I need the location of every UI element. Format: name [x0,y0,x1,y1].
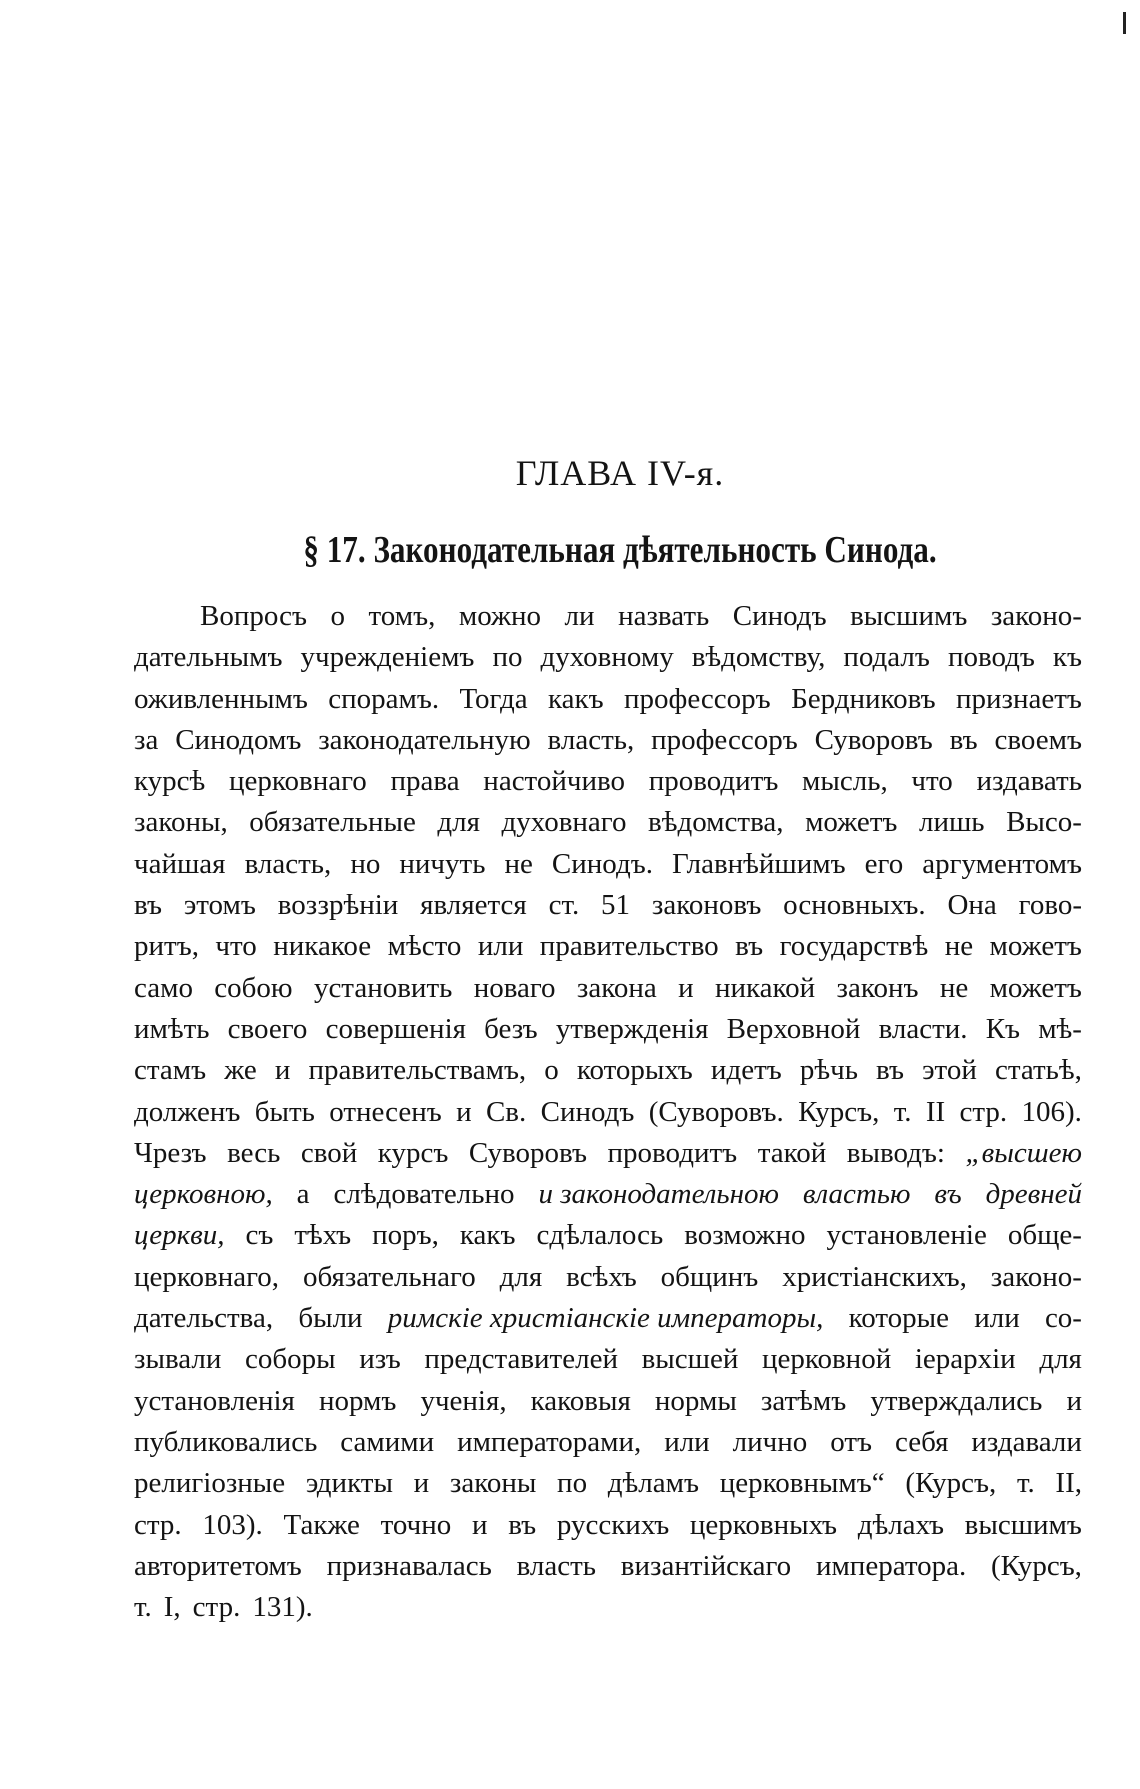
word: Синодъ. [551,847,653,880]
word: издавали [971,1425,1082,1458]
word: древней [985,1178,1082,1211]
word: свой [300,1136,358,1169]
word: 131). [252,1591,313,1624]
word: что [911,765,953,798]
word: статьѣ, [994,1054,1082,1087]
word: русскихъ [556,1508,670,1541]
word: само [134,971,193,1004]
word: и [413,1467,430,1500]
word: выводъ: [846,1136,945,1169]
word: признаетъ [956,682,1082,715]
word: и [678,971,694,1004]
word: Чрезъ [134,1136,207,1169]
word: совершенія [325,1012,466,1045]
word: курсъ [377,1136,449,1169]
word: Бердниковъ [791,682,936,715]
word: которые [848,1302,949,1335]
word: этой [922,1054,977,1087]
text-line [134,720,1082,761]
text-line [134,1092,1082,1133]
text-line [134,1339,1082,1380]
word: власть, [244,847,332,880]
word: отнесенъ [329,1095,442,1128]
word: ст. [548,889,580,922]
word: своемъ [994,723,1082,756]
word: по [492,641,523,674]
word: о [544,1054,559,1087]
word: для [1039,1343,1082,1376]
word: о [330,600,345,632]
word: проводитъ [607,1136,738,1169]
word: стр. [134,1508,182,1541]
word: томъ, [368,600,436,632]
word: императора. [815,1549,967,1582]
word: императорами, [457,1425,642,1458]
word: его [864,847,904,880]
word: не [504,847,533,880]
word: аргументомъ [922,847,1082,880]
word: въ [934,1178,962,1211]
word: законъ [836,971,919,1004]
word: 51 [601,889,631,922]
text-line [134,1505,1082,1546]
chapter-title: ГЛАВА IV-я. [515,453,725,493]
word: Главнѣйшимъ [672,847,846,880]
text-line [134,968,1082,1009]
word: никакой [714,971,816,1004]
word: или [974,1302,1020,1335]
word: проводитъ [648,765,779,798]
word: законо- [990,1260,1082,1293]
word: въ [508,1508,537,1541]
word: высшимъ [964,1508,1082,1541]
word: установленіе [826,1219,987,1252]
word: дѣлахъ [857,1508,944,1541]
word: были [298,1302,363,1335]
word: христіанскихъ, [782,1260,967,1293]
word: не [939,971,969,1004]
word: лишь [918,806,985,839]
word: дательства, [134,1302,274,1335]
word: можетъ [989,930,1082,963]
word: зывали [134,1343,222,1376]
word: каковыя [530,1384,631,1417]
word: со- [1044,1302,1082,1335]
word: Синодъ [540,1095,635,1128]
word: Высо- [1006,806,1082,839]
word: религіозные [134,1467,286,1500]
text-line [134,1463,1082,1504]
word: курсѣ [134,765,206,798]
word: нормы [654,1384,737,1417]
word: законодательную [318,723,531,756]
word: въ [949,723,978,756]
word: стр. [959,1095,1008,1128]
text-line [134,637,1082,678]
word: профессоръ [651,723,798,756]
word: быть [254,1095,315,1128]
text-line [134,1257,1082,1298]
word: (Суворовъ. [648,1095,784,1128]
text-line [134,844,1082,885]
word: законо- [990,600,1082,632]
text-line [134,1050,1082,1091]
word: имѣть [134,1012,210,1045]
margin-mark [1123,12,1126,34]
word: самими [340,1425,435,1458]
word: законы [449,1467,537,1500]
word: публиковались [134,1425,318,1458]
word: „высшею [965,1136,1082,1169]
word: (Курсъ, [905,1467,997,1500]
word: ничуть [399,847,486,880]
text-line [134,1133,1082,1174]
word: какъ [459,1219,516,1252]
word: мысль, [802,765,888,798]
word: 103). [202,1508,263,1541]
word: этомъ [183,889,256,922]
word: власть [516,1549,597,1582]
word: Синодъ [732,600,827,632]
word: общинъ [660,1260,759,1293]
text-line [134,1422,1082,1463]
word: за [134,723,159,756]
text-line [134,596,1082,637]
word: но [350,847,381,880]
word: обще- [1007,1219,1082,1252]
word: византійскаго [620,1549,792,1582]
word: Синодомъ [175,723,302,756]
word: и [456,1095,472,1128]
word: сдѣлалось [536,1219,664,1252]
word: въ [134,889,162,922]
word: безъ [484,1012,538,1045]
word: спорамъ. [328,682,440,715]
word: для [499,1260,543,1293]
word: Къ [985,1012,1021,1045]
word: церковнымъ“ [719,1467,885,1500]
word: собою [214,971,293,1004]
word: изъ [359,1343,401,1376]
word: утверждались [870,1384,1043,1417]
word: духовному [540,641,674,674]
text-line [134,1587,1082,1628]
word: мѣсто [387,930,462,963]
word: Тогда [459,682,528,715]
word: эдикты [305,1467,393,1500]
word: духовнаго [501,806,627,839]
word: которыхъ [576,1054,693,1087]
word: подалъ [843,641,930,674]
word: для [437,806,480,839]
word: является [420,889,527,922]
word: профессоръ [624,682,771,715]
word: затѣмъ [760,1384,847,1417]
word: соборы [244,1343,336,1376]
word: властью [802,1178,911,1211]
word: обязательнаго [302,1260,476,1293]
word: стр. [192,1591,241,1624]
word: т. [134,1591,152,1624]
word: или [664,1425,710,1458]
word: и законодательною [538,1178,779,1211]
word: тѣхъ [294,1219,352,1252]
word: въ [735,930,764,963]
text-line [134,1009,1082,1050]
word: отъ [830,1425,873,1458]
word: II, [1055,1467,1082,1500]
word: какъ [548,682,604,715]
word: можно [458,600,542,632]
word: къ [1052,641,1082,674]
word: лично [732,1425,808,1458]
word: законы, [134,806,228,839]
word: Курсъ, [798,1095,880,1128]
word: церковною, [134,1178,273,1211]
word: I, [163,1591,181,1624]
word: долженъ [134,1095,241,1128]
word: высшимъ [850,600,968,632]
text-line [134,1174,1082,1215]
word: установить [313,971,453,1004]
word: авторитетомъ [134,1549,302,1582]
word: Суворовъ [468,1136,587,1169]
word: Верховной [726,1012,861,1045]
word: правительство [539,930,719,963]
word: рѣчь [799,1054,858,1087]
word: закона [576,971,657,1004]
word: церкви, [134,1219,225,1252]
word: церковнаго, [134,1260,280,1293]
word: іерархіи [914,1343,1016,1376]
word: государствѣ [779,930,929,963]
word: въ [876,1054,904,1087]
word: церковныхъ [689,1508,838,1541]
word: ли [564,600,595,632]
word: дательнымъ [134,641,283,674]
word: никакое [273,930,372,963]
word: своего [227,1012,308,1045]
text-line [134,1381,1082,1422]
word: можетъ [989,971,1082,1004]
word: возможно [684,1219,806,1252]
word: издавать [976,765,1082,798]
word: учрежденіемъ [300,641,475,674]
word: дѣламъ [607,1467,699,1500]
word: II [925,1095,946,1128]
word: законовъ [651,889,762,922]
word: поръ, [372,1219,439,1252]
word: новаго [473,971,556,1004]
word: что [215,930,257,963]
word: власть, [547,723,635,756]
word: по [557,1467,588,1500]
section-title: § 17. Законодательная дѣятельность Синода. [303,529,937,571]
body-text [134,596,1082,1628]
word: обязательные [249,806,416,839]
word: слѣдовательно [333,1178,515,1211]
word: настойчиво [483,765,625,798]
word: стамъ [134,1054,207,1087]
word: назвать [618,600,710,632]
word: римскіе христіанскіе императоры, [387,1302,824,1335]
word: точно [380,1508,452,1541]
text-line [134,1215,1082,1256]
text-line [134,679,1082,720]
word: или [477,930,524,963]
word: не [944,930,974,963]
word: и [274,1054,291,1087]
word: Она [947,889,997,922]
word: правительствамъ, [308,1054,527,1087]
word: т. [1016,1467,1035,1500]
word: представителей [424,1343,618,1376]
word: воззрѣніи [277,889,399,922]
word: т. [893,1095,912,1128]
word: права [390,765,460,798]
word: мѣ- [1038,1012,1082,1045]
word: весь [227,1136,281,1169]
word: признавалась [326,1549,492,1582]
text-line [134,1546,1082,1587]
word: гово- [1018,889,1082,922]
word: а [296,1178,310,1211]
word: чайшая [134,847,226,880]
word: себя [894,1425,949,1458]
word: (Курсъ, [991,1549,1082,1582]
word: Св. [485,1095,527,1128]
word: власти. [878,1012,968,1045]
text-line [134,885,1082,926]
text-line [134,1298,1082,1339]
word: и [1066,1384,1082,1417]
word: и [471,1508,488,1541]
word: ученія, [420,1384,507,1417]
word: 106). [1021,1095,1082,1128]
word: нормъ [318,1384,397,1417]
word: же [224,1054,257,1087]
word: поводъ [947,641,1035,674]
word: оживленнымъ [134,682,308,715]
word: вѣдомству, [691,641,826,674]
word: церковной [761,1343,892,1376]
word: утвержденія [555,1012,709,1045]
word: церковнаго [229,765,367,798]
text-line [134,926,1082,967]
word: съ [245,1219,274,1252]
word: установленія [134,1384,295,1417]
word: вѣдомства, [648,806,784,839]
word: идетъ [710,1054,782,1087]
word: такой [757,1136,827,1169]
word: Суворовъ [814,723,933,756]
word: высшей [641,1343,739,1376]
text-line [134,761,1082,802]
word: Вопросъ [200,600,307,632]
word: всѣхъ [566,1260,637,1293]
text-line [134,802,1082,843]
word: Также [283,1508,360,1541]
word: ритъ, [134,930,199,963]
word: можетъ [805,806,898,839]
word: основныхъ. [783,889,926,922]
